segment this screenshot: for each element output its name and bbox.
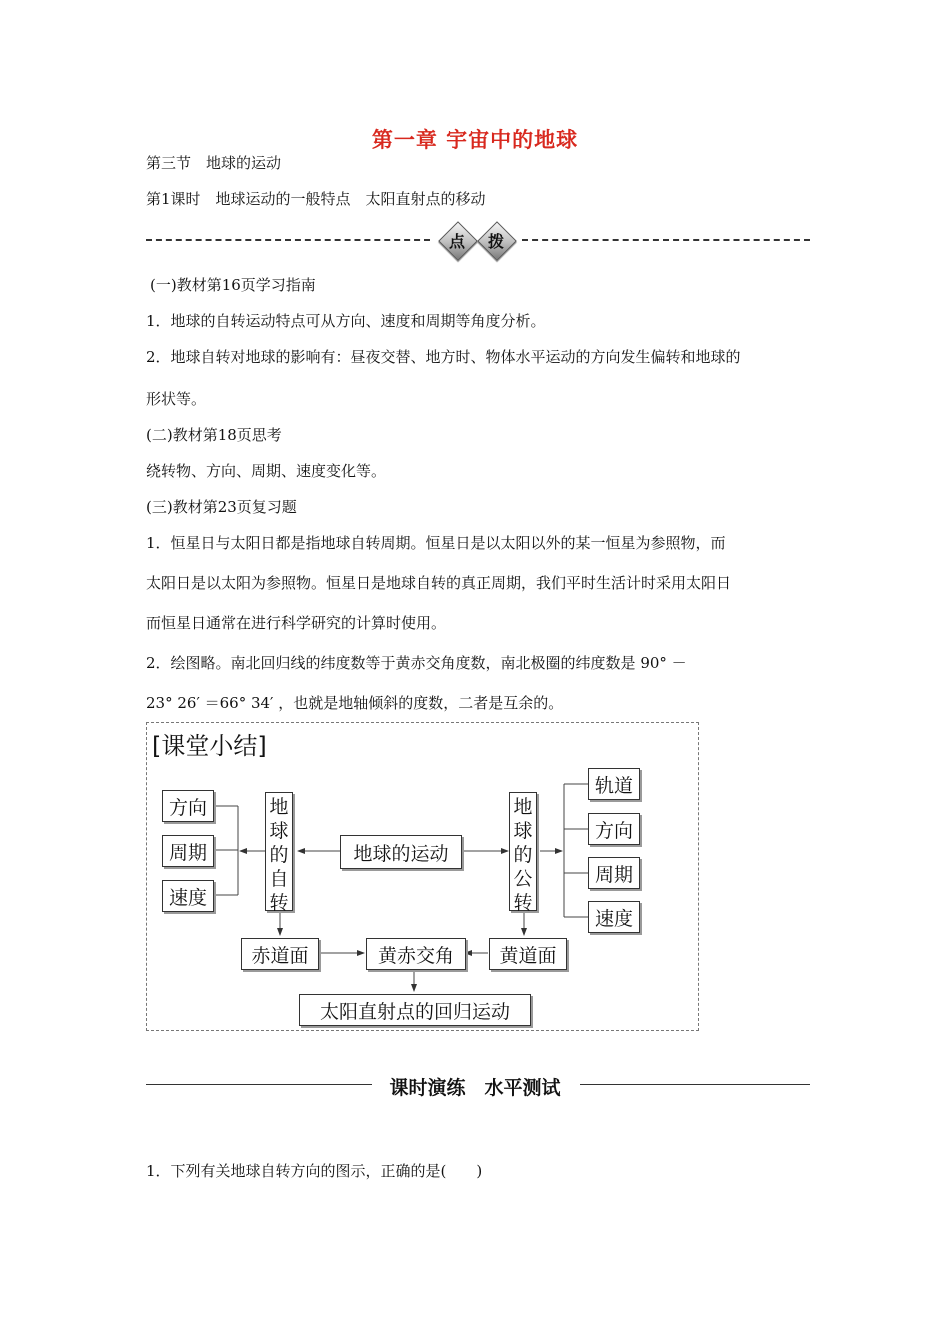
right-item-period: 周期 bbox=[588, 857, 640, 889]
right-item-direction: 方向 bbox=[588, 813, 640, 845]
paragraph-think-answer: 绕转物、方向、周期、速度变化等。 bbox=[146, 462, 387, 480]
paragraph-rotation-features: 1．地球的自转运动特点可从方向、速度和周期等角度分析。 bbox=[146, 312, 546, 330]
revolution-char: 地 bbox=[513, 796, 533, 818]
left-item-direction: 方向 bbox=[162, 790, 214, 822]
paragraph-day-types: 1．恒星日与太阳日都是指地球自转周期。恒星日是以太阳以外的某一恒星为参照物，而 bbox=[146, 534, 726, 552]
guide-heading-2: (二)教材第18页思考 bbox=[146, 426, 282, 444]
revolution-char: 球 bbox=[513, 820, 533, 842]
rotation-char: 球 bbox=[269, 820, 289, 842]
banner-char-1: 点 bbox=[448, 232, 465, 251]
banner-char-2: 拨 bbox=[487, 232, 504, 251]
rotation-box bbox=[265, 792, 293, 914]
rotation-char: 转 bbox=[269, 892, 289, 914]
revolution-char: 转 bbox=[513, 892, 533, 914]
left-item-speed: 速度 bbox=[162, 880, 214, 912]
paragraph-tropics: 2．绘图略。南北回归线的纬度数等于黄赤交角度数，南北极圈的纬度数是 90° － bbox=[146, 654, 687, 672]
right-item-speed: 速度 bbox=[588, 901, 640, 933]
revolution-char: 的 bbox=[513, 844, 533, 866]
lesson-title: 第1课时 地球运动的一般特点 太阳直射点的移动 bbox=[146, 190, 486, 208]
center-earth-motion: 地球的运动 bbox=[340, 835, 462, 869]
paragraph-day-types-end: 而恒星日通常在进行科学研究的计算时使用。 bbox=[146, 614, 447, 632]
section-title: 第三节 地球的运动 bbox=[146, 154, 282, 172]
practice-title: 课时演练 水平测试 bbox=[389, 1077, 561, 1099]
revolution-char: 公 bbox=[513, 868, 533, 890]
guide-heading-1: (一)教材第16页学习指南 bbox=[150, 276, 316, 294]
right-item-orbit: 轨道 bbox=[588, 768, 640, 800]
result-box: 太阳直射点的回归运动 bbox=[299, 994, 531, 1026]
equator-plane-box: 赤道面 bbox=[241, 938, 319, 970]
obliquity-box: 黄赤交角 bbox=[366, 938, 466, 970]
chapter-title: 第一章 宇宙中的地球 bbox=[371, 127, 579, 152]
ecliptic-plane-box: 黄道面 bbox=[489, 938, 567, 970]
guide-heading-3: (三)教材第23页复习题 bbox=[146, 498, 297, 516]
summary-title: [课堂小结] bbox=[152, 732, 267, 760]
rotation-char: 自 bbox=[269, 868, 289, 890]
paragraph-rotation-effects: 2．地球自转对地球的影响有：昼夜交替、地方时、物体水平运动的方向发生偏转和地球的 bbox=[146, 348, 741, 366]
rotation-char: 地 bbox=[269, 796, 289, 818]
question-1: 1．下列有关地球自转方向的图示，正确的是( ) bbox=[146, 1162, 483, 1180]
paragraph-day-types-cont: 太阳日是以太阳为参照物。恒星日是地球自转的真正周期，我们平时生活计时采用太阳日 bbox=[146, 574, 732, 592]
paragraph-tropics-cont: 23° 26′ ＝66° 34′ ，也就是地轴倾斜的度数，二者是互余的。 bbox=[146, 694, 564, 712]
left-item-period: 周期 bbox=[162, 835, 214, 867]
paragraph-rotation-effects-cont: 形状等。 bbox=[146, 390, 207, 408]
revolution-box bbox=[509, 792, 537, 914]
rotation-char: 的 bbox=[269, 844, 289, 866]
